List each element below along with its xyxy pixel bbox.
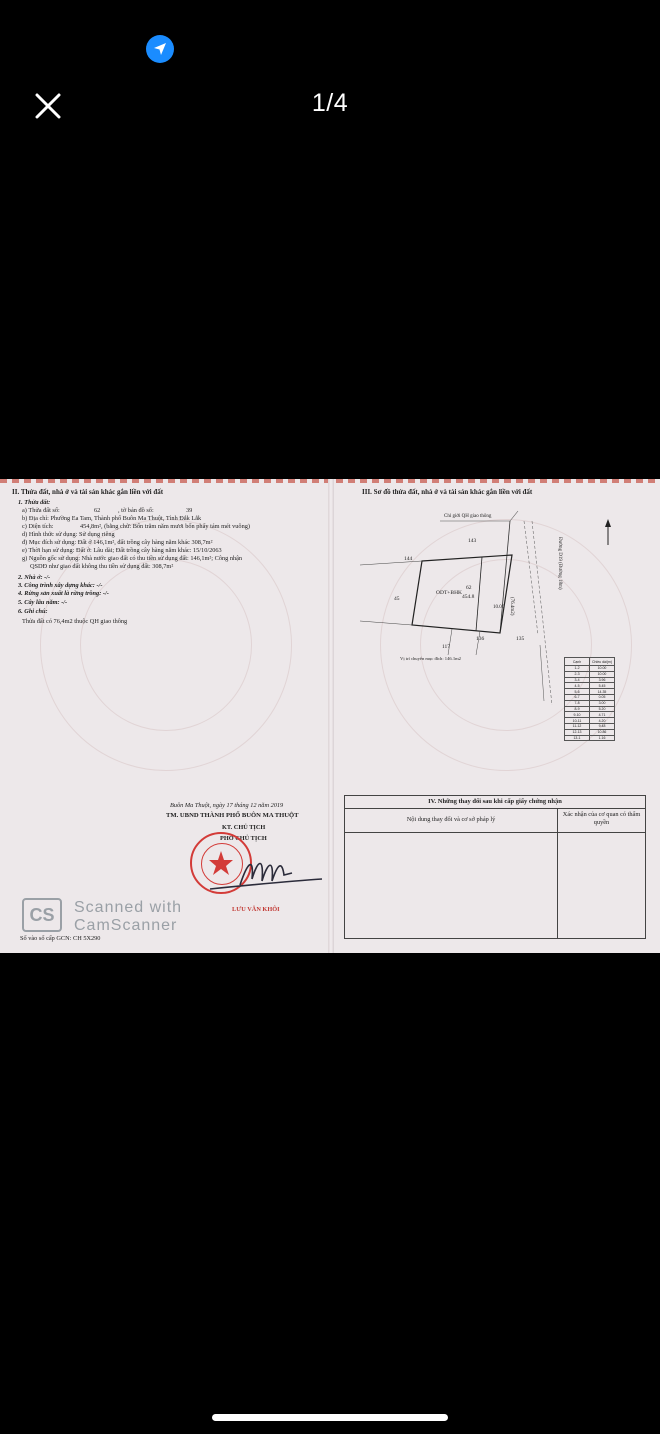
- table-header-edge: Cạnh: [565, 658, 590, 666]
- perennial: 5. Cây lâu năm: -/-: [18, 599, 68, 606]
- table-cell-length: 4.71: [590, 712, 615, 718]
- house: 2. Nhà ở: -/-: [18, 574, 51, 581]
- table-cell-edge: 7-8: [565, 700, 590, 706]
- neighbour-left-top: 144: [404, 556, 413, 562]
- plot-caption: Vị trí chuyển mục đích: 146.1m2: [400, 656, 461, 661]
- header-divider: [345, 832, 645, 833]
- table-cell-edge: 1-2: [565, 666, 590, 672]
- notes-title: 6. Ghi chú:: [18, 608, 48, 615]
- notes-text: Thửa đất có 76,4m2 thuộc QH giao thông: [22, 618, 128, 625]
- parcel-no-label: a) Thửa đất số:: [22, 507, 60, 514]
- signer-name: LƯU VĂN KHÔI: [232, 906, 280, 913]
- sign-date: Buôn Ma Thuột, ngày 17 tháng 12 năm 2019: [170, 802, 284, 809]
- map-no-label: , tờ bản đồ số:: [118, 507, 154, 514]
- column-divider: [557, 808, 558, 938]
- location-arrow-icon: [146, 35, 174, 63]
- table-cell-edge: 8-9: [565, 706, 590, 712]
- table-cell-length: 0.05: [590, 694, 615, 700]
- table-cell-length: 5.45: [590, 683, 615, 689]
- table-cell-length: 3.00: [590, 700, 615, 706]
- neighbour-top: 143: [468, 538, 477, 544]
- forest: 4. Rừng sản xuất là rừng trồng: -/-: [18, 590, 109, 597]
- lot-no: 62: [466, 585, 472, 591]
- table-cell-edge: 5-6: [565, 689, 590, 695]
- map-no: 39: [186, 507, 193, 514]
- table-cell-length: 4.20: [590, 718, 615, 724]
- table-cell-edge: 13-1: [565, 735, 590, 741]
- watermark-line-1: Scanned with: [74, 899, 183, 916]
- duration: e) Thời hạn sử dụng: Đất ở: Lâu dài; Đất trồng cây hàng năm khác: 15/10/2063: [22, 547, 222, 554]
- table-cell-length: 5.20: [590, 706, 615, 712]
- neighbour-bottom-right: 135: [516, 636, 525, 642]
- changes-title: IV. Những thay đổi sau khi cấp giấy chứng nhận: [345, 796, 645, 809]
- plan-note: Chỉ giới QH giao thông: [444, 514, 492, 519]
- table-cell-edge: 11-12: [565, 723, 590, 729]
- table-cell-edge: 2-3: [565, 671, 590, 677]
- changes-table: [344, 795, 646, 939]
- neighbour-left: 45: [394, 596, 400, 602]
- cert-number: Số vào sổ cấp GCN: CH 5X290: [20, 935, 101, 942]
- camscanner-logo: CS: [22, 898, 62, 932]
- authority: TM. UBND THÀNH PHỐ BUÔN MA THUỘT: [166, 812, 299, 819]
- table-cell-length: 3.96: [590, 677, 615, 683]
- area-label: c) Diện tích:: [22, 523, 54, 530]
- page-counter: 1/4: [311, 89, 349, 117]
- table-cell-edge: 3-4: [565, 677, 590, 683]
- table-cell-length: 10.00: [590, 671, 615, 677]
- kt-chair: KT. CHỦ TỊCH: [222, 824, 266, 831]
- signature-graphic: [200, 851, 330, 891]
- address: b) Địa chỉ: Phường Ea Tam, Thành phố Buôn Ma Thuột, Tỉnh Đắk Lắk: [22, 515, 202, 522]
- table-cell-length: 1.16: [590, 735, 615, 741]
- table-cell-length: 10.00: [590, 666, 615, 672]
- document-image[interactable]: [0, 479, 660, 953]
- table-cell-edge: 12-13: [565, 729, 590, 735]
- parcel-no: 62: [94, 507, 101, 514]
- table-row: [565, 735, 615, 741]
- section-title-ii: II. Thửa đất, nhà ở và tài sản khác gắn liền với đất: [12, 488, 164, 496]
- area-value: 454,8m², (bằng chữ: Bốn trăm năm mươi bốn phẩy tám mét vuông): [80, 523, 250, 530]
- road-label: Đường D19 (Đường 18m): [557, 537, 562, 590]
- deco-ring: [80, 559, 252, 731]
- table-cell-edge: 4-5: [565, 683, 590, 689]
- table-cell-length: 10.86: [590, 729, 615, 735]
- camscanner-watermark: [74, 899, 182, 934]
- section-title-iii: III. Sơ đồ thửa đất, nhà ở và tài sản khác gắn liền với đất: [362, 488, 533, 496]
- origin-line-1: g) Nguồn gốc sử dụng: Nhà nước giao đất có thu tiền sử dụng đất: 146,1m²; Công nhận: [22, 555, 243, 562]
- home-indicator[interactable]: [212, 1414, 448, 1421]
- edge-length-table: [564, 657, 615, 741]
- neighbour-bottom-mid: 136: [476, 636, 485, 642]
- table-header-length: Chiều dài(m): [590, 658, 615, 666]
- purpose: đ) Mục đích sử dụng: Đất ở 146,1m², đất trồng cây hàng năm khác 308,7m²: [22, 539, 213, 546]
- changes-col-content: Nội dung thay đổi và cơ sở pháp lý: [406, 816, 496, 823]
- origin-line-2: QSDĐ như giao đất không thu tiền sử dụng đất: 308,7m²: [30, 563, 174, 570]
- neighbour-bottom-left: 117: [442, 644, 451, 650]
- road-area: (76.4m2): [509, 597, 514, 616]
- watermark-line-2: CamScanner: [74, 916, 178, 934]
- changes-col-confirmation: Xác nhận của cơ quan có thẩm quyền: [562, 811, 641, 827]
- vice-chair: PHÓ CHỦ TỊCH: [220, 835, 267, 842]
- lot-label: ODT+BHK: [436, 590, 463, 596]
- width-label: 10.00: [493, 605, 505, 610]
- table-cell-edge: 9-10: [565, 712, 590, 718]
- table-cell-length: 9.48: [590, 723, 615, 729]
- table-cell-edge: 10-11: [565, 718, 590, 724]
- other-construction: 3. Công trình xây dựng khác: -/-: [18, 582, 103, 589]
- lot-area: 454.8: [462, 594, 475, 600]
- table-cell-edge: 6-7: [565, 694, 590, 700]
- table-cell-length: 14.35: [590, 689, 615, 695]
- parcel-title: 1. Thửa đất:: [18, 499, 51, 506]
- usage-form: d) Hình thức sử dụng: Sử dụng riêng: [22, 531, 115, 538]
